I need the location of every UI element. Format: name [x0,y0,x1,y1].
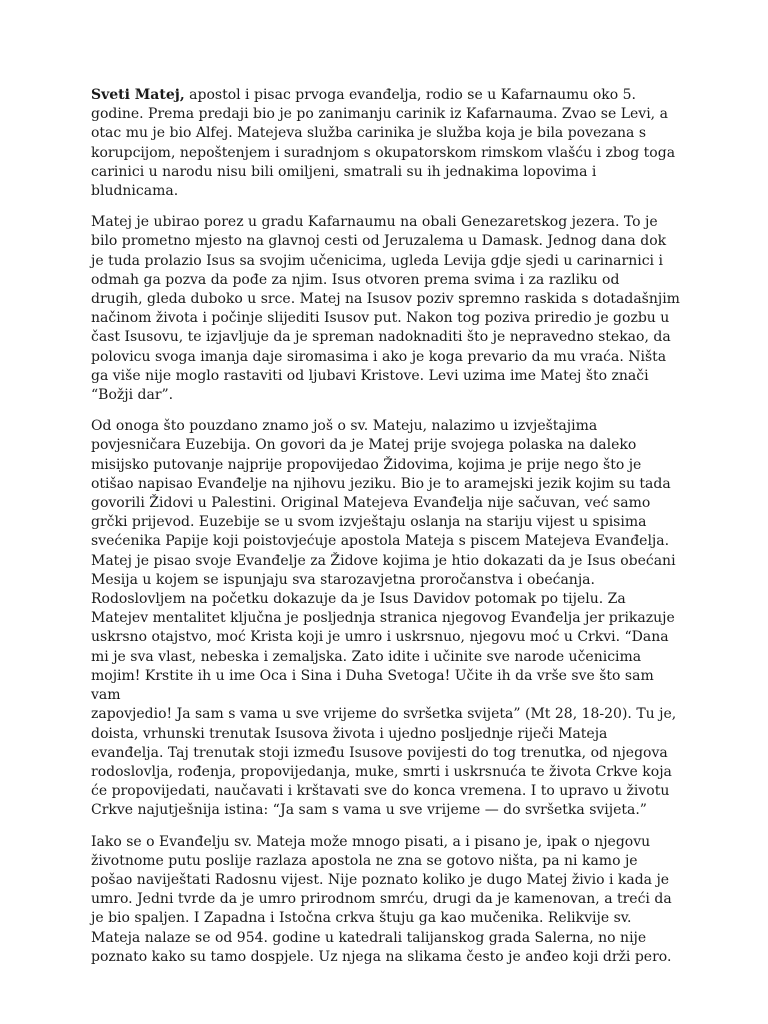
paragraph-1 [91,86,681,201]
paragraph-3 [91,417,681,820]
paragraph-text: Od onoga što pouzdano znamo još o sv. Mateju, nalazimo u izvještajima povjesničara Euzebija. On govori da je Matej prije svojega polaska na daleko misijsko putovanje najprije propovijedao Židovima, kojima je prije nego što je otišao napisao Evanđelje na njihovu jeziku. Bio je to aramejski jezik kojim su tada govorili Židovi u Palestini. Original Matejeva Evanđelja nije sačuvan, već samo grčki prijevod. Euzebije se u svom izvještaju oslanja na stariju vijest u spisima svećenika Papije koji poistovjećuje apostola Mateja s piscem Matejeva Evanđelja. Matej je pisao svoje Evanđelje za Židove kojima je htio dokazati da je Isus obećani Mesija u kojem se ispunjaju sva starozavjetna proročanstva i obećanja. Rodoslovljem na početku dokazuje da je Isus Davidov potomak po tijelu. Za Matejev mentalitet ključna je posljednja stranica njegovog Evanđelja jer prikazuje uskrsno otajstvo, moć Krista koji je umro i uskrsnuo, njegovu moć u Crkvi. “Dana mi je sva vlast, nebeska i zemaljska. Zato idite i učinite sve narode učenicima mojim! Krstite ih u ime Oca i Sina i Duha Svetoga! Učite ih da vrše sve što sam vam zapovjedio! Ja sam s vama u sve vrijeme do svršetka svijeta” (Mt 28, 18-20). Tu je, doista, vrhunski trenutak Isusova života i ujedno posljednje riječi Mateja evanđelja. Taj trenutak stoji između Isusove povijesti do tog trenutka, od njegova rodoslovlja, rođenja, propovijedanja, muke, smrti i uskrsnuća te života Crkve koja će propovijedati, naučavati i krštavati sve do konca vremena. I to upravo u životu Crkve najutješnija istina: “Ja sam s vama u sve vrijeme — do svršetka svijeta.” [91,418,677,819]
paragraph-lead: Sveti Matej, [91,87,185,103]
document-body [91,86,681,979]
paragraph-text: Iako se o Evanđelju sv. Mateja može mnogo pisati, a i pisano je, ipak o njegovu životnome putu poslije razlaza apostola ne zna se gotovo ništa, pa ni kamo je pošao naviještati Radosnu vijest. Nije poznato koliko je dugo Matej živio i kada je umro. Jedni tvrde da je umro prirodnom smrću, drugi da je kamenovan, a treći da je bio spaljen. I Zapadna i Istočna crkva štuju ga kao mučenika. Relikvije sv. Mateja nalaze se od 954. godine u katedrali talijanskog grada Salerna, no nije poznato kako su tamo dospjele. Uz njega na slikama često je anđeo koji drži pero. [91,833,672,965]
paragraph-text: apostol i pisac prvoga evanđelja, rodio se u Kafarnaumu oko 5. godine. Prema predaji bio je po zanimanju carinik iz Kafarnauma. Zvao se Levi, a otac mu je bio Alfej. Matejeva služba carinika je služba koja je bila povezana s korupcijom, nepoštenjem i suradnjom s okupatorskom rimskom vlašću i zbog toga carinici u narodu nisu bili omiljeni, smatrali su ih jednakima lopovima i bludnicama. [91,87,676,200]
paragraph-2 [91,213,681,405]
paragraph-text: Matej je ubirao porez u gradu Kafarnaumu na obali Genezaretskog jezera. To je bilo prometno mjesto na glavnoj cesti od Jeruzalema u Damask. Jednog dana dok je tuda prolazio Isus sa svojim učenicima, ugleda Levija gdje sjedi u carinarnici i odmah ga pozva da pođe za njim. Isus otvoren prema svima i za razliku od drugih, gleda duboko u srce. Matej na Isusov poziv spremno raskida s dotadašnjim načinom života i počinje slijediti Isusov put. Nakon tog poziva priredio je gozbu u čast Isusovu, te izjavljuje da je spreman nadoknaditi što je nepravedno stekao, da polovicu svoga imanja daje siromasima i ako je koga prevario da mu vraća. Ništa ga više nije moglo rastaviti od ljubavi Kristove. Levi uzima ime Matej što znači “Božji dar”. [91,214,680,404]
paragraph-4 [91,833,681,967]
